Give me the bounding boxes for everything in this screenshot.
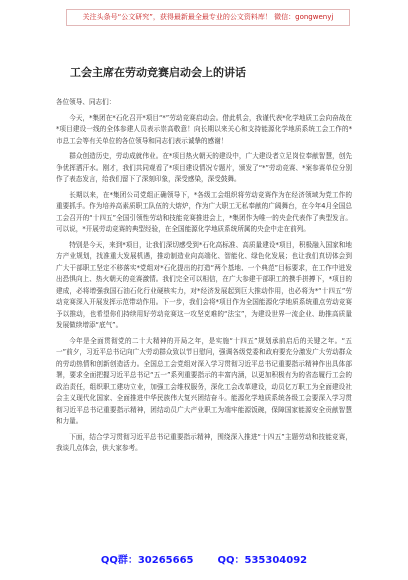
- salutation: 各位领导、同志们：: [56, 98, 116, 106]
- document-title: 工会主席在劳动竞赛启动会上的讲话: [70, 66, 246, 79]
- contact-footer: [0, 551, 408, 566]
- paragraph: 今年是全面贯彻党的二十大精神的开局之年，是实施“十四五”规划承前启后的关键之年。“五一”前夕，习近平总书记向广大劳动群众致以节日慰问，强调各级党委和政府要充分激发广大劳动群众的劳动热情和创新创造活力。全国总工会党组对深入学习贯彻习近平总书记重要指示精神作出具体部署，要求全面把握习近平总书记“五一”系列重要指示的丰富内涵，以更加积极有为的省态履行工会的政治责任，组织职工建功立业，加强工会维权服务，深化工会改革建设，动员亿万职工为全面建设社会主义现代化国家、全面推进中华民族伟大复兴团结奋斗。能源化学地质系统各级工会要深入学习贯彻习近平总书记重要指示精神，团结动员广大产业职工为端牢能源饭碗，保障国家能源安全贡献智慧和力量。: [56, 336, 352, 425]
- paragraph: 下面，结合学习贯彻习近平总书记重要指示精神，围绕深入推进“十四五”主题劳动和技能竞赛，我谈几点体会，供大家参考。: [56, 432, 352, 452]
- document-body: [56, 97, 352, 459]
- promo-banner: 关注头条号“公文研究”，获得最新最全最专业的公文资料库！ 微信：gongwenyj: [66, 9, 350, 26]
- paragraph: 群众创造历史，劳动成就伟业。在*项目热火朝天的建设中，广大建设者立足岗位奉献智慧，创先争优挥洒汗水。刚才，我们共同观看了*项目建设情况专题片，颁发了“*”劳动竞赛、*案参赛单位分别作了表态发言，给我们留下了深刻印象，深受感染，深受鼓舞。: [56, 152, 352, 183]
- paragraph: 今天，*集团在*石化召开*项目“*”劳动竞赛启动会。借此机会，我谨代表*化学地质工会向奋战在*项目建设一线的全体参建人员表示崇高敬意！向长期以来关心和支持能源化学地质系统工会工作的*市总工会等有关单位的各位领导和同志们表示诚挚的感谢！: [56, 113, 352, 145]
- paragraph: 长期以来，在*集团公司党组正确领导下，*各级工会组织将劳动竞赛作为在经济领域为党工作的重要抓手。作为培养高素质职工队伍的大熔炉，作为广大职工无私奉献的广阔舞台，在今年4月全国总工会召开的“十四五”全国引领性劳动和技能竞赛推进会上，*集团作为唯一的央企代表作了典型发言。可以说，*开展劳动竞赛的典型经验，在全国能源化学地质系统所属的央企中走在前列。: [56, 190, 352, 233]
- paragraph: 特别是今天，来到*项目，让我们深切感受到*石化高标准、高质量建设*项目，积极融入国家和地方产业规划，找准重大发展机遇，推动制造业向高端化、智能化、绿色化发展；也让我们真切体会到广大干部职工坚定不移落实*党组对*石化提出的打造“两个基地、一个典范”目标要求，在工作中迸发出恐惧向上、热火朝天的竞赛激情。我们完全可以相信，在广大参建干部职工的携手拼搏下，*项目的建成，必将增强我国石油石化行业硬核实力，对*经济发展起到巨大推动作用，也必将为*“十四五”劳动竞赛深入开展发挥示范带动作用。下一步，我们会将*项目作为全国能源化学地质系统重点劳动竞赛予以推动，也希望你们持续用好劳动竞赛这一攻坚克难的“法宝”，为建设世界一流企业、助推高质量发展做续增添“底气”。: [56, 240, 352, 329]
- qq-group-text: QQ群：30265665: [100, 555, 194, 566]
- qq-text: QQ：535304092: [217, 555, 308, 566]
